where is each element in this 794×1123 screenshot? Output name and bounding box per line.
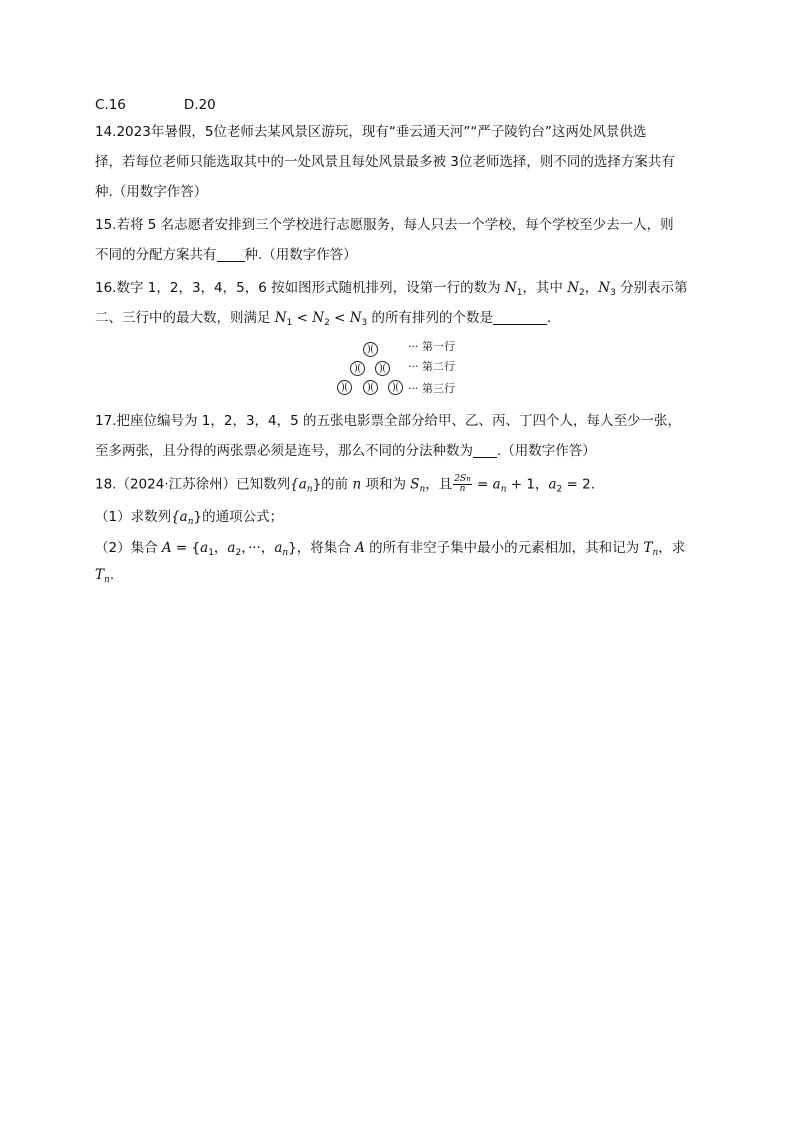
answer-blank xyxy=(493,310,547,325)
ball-icon xyxy=(363,380,378,395)
fraction-2sn-over-n: $\frac{2Sn}{n}$ xyxy=(454,474,471,494)
options-line xyxy=(95,96,216,114)
q16-line2: 二、三行中的最大数，则满足 $N_1 < N_2 < N_3$ 的所有排列的个数是 . xyxy=(95,310,552,328)
option-c: C.16 xyxy=(95,97,126,113)
q15-line2: 不同的分配方案共有 种.（用数字作答） xyxy=(95,247,357,263)
ball-icon xyxy=(337,380,352,395)
q15-line1: 15.若将 5 名志愿者安排到三个学校进行志愿服务，每人只去一个学校，每个学校至少去一人，则 xyxy=(95,217,674,233)
option-d: D.20 xyxy=(183,97,216,113)
q17-line1: 17.把座位编号为 1，2，3，4，5 的五张电影票全部分给甲、乙、丙、丁四个人，每人至少一张， xyxy=(95,413,681,429)
ball-icon xyxy=(363,342,378,357)
q18-line1: 18.（2024·江苏徐州）已知数列$\{a_n\}$的前 n 项和为 $S_n$，且 $\frac{2Sn}{n}$ = $a_n + 1$，$a_2 = 2$. xyxy=(95,474,596,495)
ball-icon xyxy=(375,361,390,376)
ball-arrangement-figure xyxy=(330,336,470,398)
q14-line2: 择，若每位老师只能选取其中的一处风景且每处风景最多被 3位老师选择，则不同的选择方案共有 xyxy=(95,154,675,170)
ball-icon xyxy=(350,361,365,376)
q14-line3: 种.（用数字作答） xyxy=(95,184,208,200)
row-label-3: ··· 第三行 xyxy=(408,382,455,395)
answer-blank xyxy=(473,443,497,458)
q18-part2: （2）集合 $A = \{a_1$，$a_2$，···，$a_n$}，将集合 A 的所有非空子集中最小的元素相加，其和记为 $T_n$，求 xyxy=(95,540,686,558)
q16-line1: 16.数字 1，2，3，4，5，6 按如图形式随机排列，设第一行的数为 $N_1$，其中 $N_2$，$N_3$ 分别表示第 xyxy=(95,280,688,298)
q18-part2-cont: $T_n$. xyxy=(95,567,115,585)
ball-icon xyxy=(388,380,403,395)
q17-line2: 至多两张，且分得的两张票必须是连号，那么不同的分法种数为 .（用数字作答） xyxy=(95,443,596,459)
q14-line1: 14.2023年暑假，5位老师去某风景区游玩，现有“垂云通天河”“严子陵钓台”这两处风景供选 xyxy=(95,124,647,140)
q18-part1: （1）求数列$\{a_n\}$的通项公式； xyxy=(95,509,284,527)
row-label-2: ··· 第二行 xyxy=(408,360,455,373)
answer-blank xyxy=(217,247,245,262)
row-label-1: ··· 第一行 xyxy=(408,340,455,353)
